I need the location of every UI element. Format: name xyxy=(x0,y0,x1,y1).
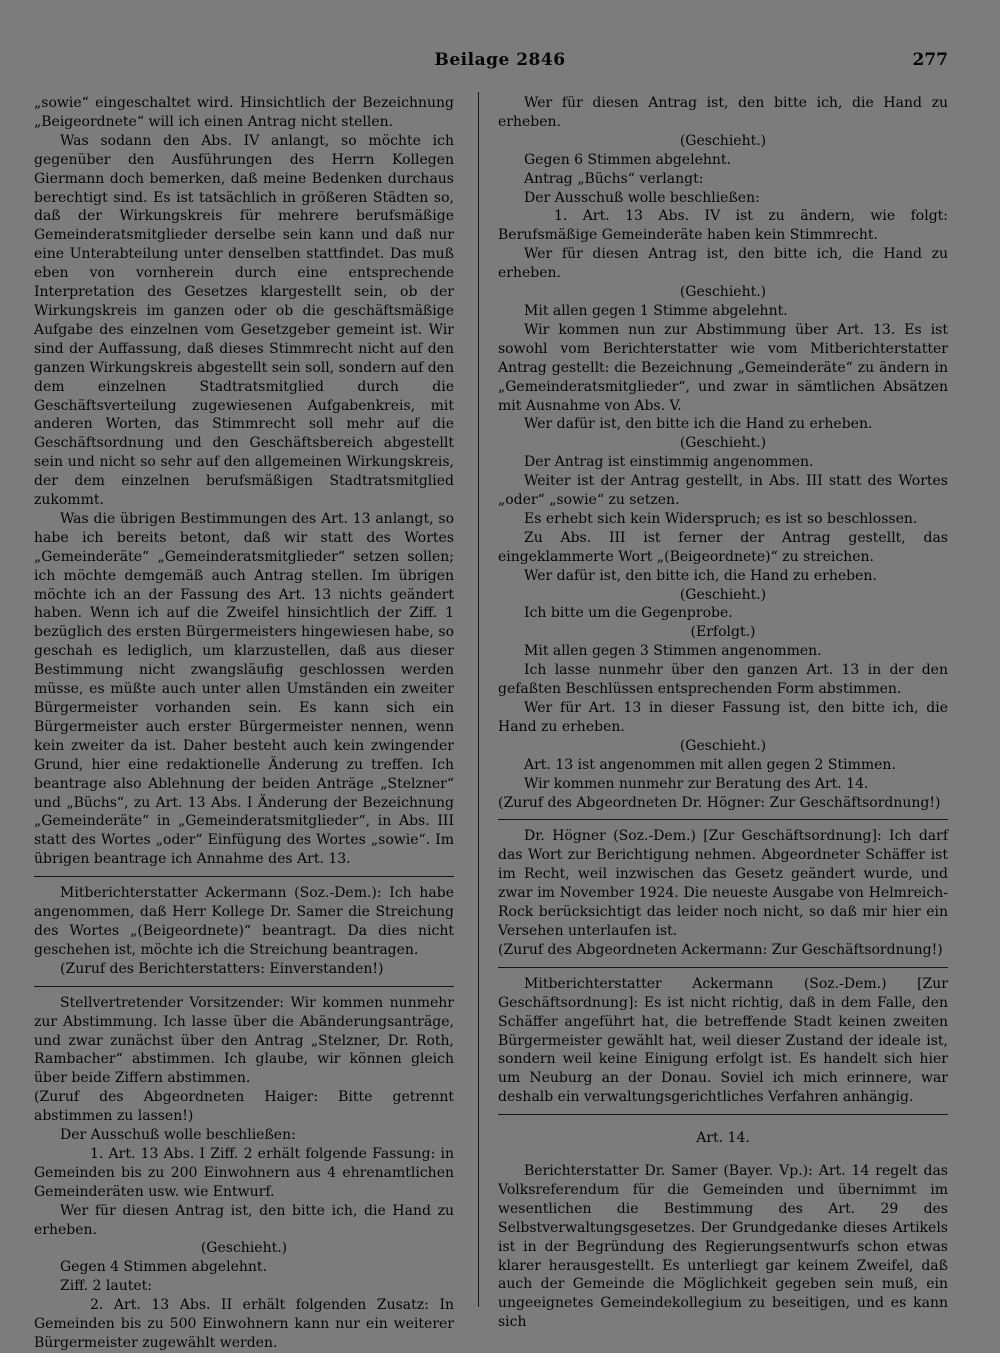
vote-result: Der Antrag ist einstimmig angenommen. xyxy=(524,454,814,471)
paragraph: Wer für diesen Antrag ist, den bitte ich, die Hand zu erheben. xyxy=(498,95,948,130)
paragraph: Was die übrigen Bestimmungen des Art. 13 anlangt, so habe ich bereits betont, daß wir statt des Wortes „Gemeinderäte“ „Gemeinderatsmitglieder“ setzen sollen; ich möchte demgemäß auch Antrag stellen. Im übrigen möchte ich an der Fassung des Art. 13 nichts geändert haben. Wenn ich auf die Zweifel hinsichtlich der Ziff. 1 bezüglich des ersten Bürgermeisters hingewiesen habe, so geschah es lediglich, um klarzustellen, daß aus dieser Bestimmung nicht zwangsläufig geschlossen werden müsse, es müßte auch unter allen Umständen ein zweiter Bürgermeister vorhanden sein. Es kann sich ein Bürgermeister auch erster Bürgermeister nennen, wenn kein zweiter da ist. Daher besteht auch kein zwingender Grund, hier eine redaktionelle Änderung zu treffen. Ich beantrage also Ablehnung der beiden Anträge „Stelzner“ und „Büchs“, zu Art. 13 Abs. I Änderung der Bezeichnung „Gemeinderäte“ in „Gemeinderatsmitglieder“, in Abs. III statt des Wortes „oder“ Einfügung des Wortes „sowie“. Im übrigen beantrage ich Annahme des Art. 13. xyxy=(34,510,454,868)
paragraph: Was sodann den Abs. IV anlangt, so möchte ich gegenüber den Ausführungen des Herrn Kollegen Giermann doch bemerken, daß meine Bedenken durchaus berechtigt sind. Es ist tatsächlich in größeren Städten so, daß der Wirkungskreis für mehrere berufsmäßige Gemeinderatsmitglieder derselbe sein kann und daß nur eine Unterabteilung unter denselben stattfindet. Das muß eben von vornherein durch eine entsprechende Interpretation des Gesetzes klargestellt sein, ob der Wirkungskreis im ganzen oder ob die geschäftsmäßige Aufgabe des einzelnen vom Gesetzgeber gemeint ist. Wir sind der Auffassung, daß dieses Stimmrecht nicht auf den ganzen Wirkungskreis abgestellt sein soll, sondern auf den dem einzelnen Stadtratsmitglied durch die Geschäftsverteilung zugewiesenen Aufgabenkreis, mit anderen Worten, das Stimmrecht soll mehr auf die Geschäftsordnung und den Geschäftsbereich abgestellt sein und nicht so sehr auf den allgemeinen Wirkungskreis, der dem einzelnen berufsmäßigen Stadtratsmitglied zukommt. xyxy=(34,132,454,509)
page-number: 277 xyxy=(912,50,948,70)
procedural-note: (Geschieht.) xyxy=(679,284,767,301)
procedural-note: (Erfolgt.) xyxy=(690,624,756,641)
paragraph: Wir kommen nunmehr zur Beratung des Art. 14. xyxy=(524,775,869,792)
speaker-paragraph: Mitberichterstatter Ackermann (Soz.-Dem.): Ich habe angenommen, daß Herr Kollege Dr. Samer die Streichung des Wortes „(Beigeordnete)“ beantragt. Da dies nicht geschehen ist, möchte ich die Streichung beantragen. xyxy=(34,885,454,958)
procedural-note: (Geschieht.) xyxy=(679,435,767,452)
motion-text: 1. Art. 13 Abs. IV ist zu ändern, wie folgt: Berufsmäßige Gemeinderäte haben kein Stimmrecht. xyxy=(498,208,948,244)
section-rule xyxy=(34,986,454,987)
interjection: (Zuruf des Abgeordneten Ackermann: Zur Geschäftsordnung!) xyxy=(498,941,943,958)
procedural-note: (Geschieht.) xyxy=(200,1240,288,1257)
paragraph: Ziff. 2 lautet: xyxy=(60,1278,153,1295)
speaker-paragraph: Dr. Högner (Soz.-Dem.) [Zur Geschäftsordnung]: Ich darf das Wort zur Berichtigung nehmen. Abgeordneter Schäffer ist im Recht, weil inzwischen das Gesetz geändert wurde, und zwar im November 1924. Die neueste Ausgabe von Helmreich-Rock berücksichtigt das leider noch nicht, so daß mir hier ein Versehen unterlaufen ist. xyxy=(498,828,948,939)
paragraph: Ich bitte um die Gegenprobe. xyxy=(524,605,733,622)
section-rule xyxy=(498,1114,948,1115)
section-rule xyxy=(498,967,948,968)
header-title: Beilage 2846 xyxy=(434,50,566,70)
paragraph: Wer für diesen Antrag ist, den bitte ich, die Hand zu erheben. xyxy=(34,1202,454,1238)
article-heading: Art. 14. xyxy=(696,1130,750,1147)
left-column xyxy=(34,94,454,1353)
paragraph: Wer für diesen Antrag ist, den bitte ich, die Hand zu erheben. xyxy=(498,246,948,282)
speaker-paragraph: Berichterstatter Dr. Samer (Bayer. Vp.): Art. 14 regelt das Volksreferendum für die Gemeinden und übernimmt im wesentlichen die Bestimmung des Art. 29 des Selbstverwaltungsgesetzes. Der Grundgedanke dieses Artikels ist in der Begründung des Regierungsentwurfs schon etwas klarer herausgestellt. Es unterliegt gar keinem Zweifel, daß auch der Gemeinde die Möglichkeit gegeben sein muß, ein ungeeignetes Gemeindekollegium zu beseitigen, und es kann sich xyxy=(498,1163,948,1331)
paragraph: Es erhebt sich kein Widerspruch; es ist so beschlossen. xyxy=(524,510,918,527)
speaker-paragraph: Mitberichterstatter Ackermann (Soz.-Dem.) [Zur Geschäftsordnung]: Es ist nicht richtig, daß in dem Falle, den Schäffer angeführt hat, die betreffende Stadt keinen zweiten Bürgermeister gewählt hat, weil dieser Zustand der ideale ist, sondern weil keine Einigung erfolgt ist. Es handelt sich hier um Neuburg an der Donau. Soviel ich mich erinnere, war deshalb ein verwaltungsgerichtliches Verfahren anhängig. xyxy=(498,975,948,1106)
paragraph: Wer dafür ist, den bitte ich die Hand zu erheben. xyxy=(524,416,873,433)
procedural-note: (Geschieht.) xyxy=(679,586,767,603)
paragraph: „sowie“ eingeschaltet wird. Hinsichtlich der Bezeichnung „Beigeordnete“ will ich einen Antrag nicht stellen. xyxy=(34,95,454,130)
motion-text: 1. Art. 13 Abs. I Ziff. 2 erhält folgende Fassung: in Gemeinden bis zu 200 Einwohnern aus 4 ehrenamtlichen Gemeinderäten usw. wie Entwurf. xyxy=(34,1145,454,1200)
vote-result: Mit allen gegen 3 Stimmen angenommen. xyxy=(524,643,822,660)
section-rule xyxy=(34,876,454,877)
paragraph: Der Ausschuß wolle beschließen: xyxy=(60,1127,296,1144)
vote-result: Gegen 6 Stimmen abgelehnt. xyxy=(524,151,731,168)
vote-result: Gegen 4 Stimmen abgelehnt. xyxy=(60,1259,267,1276)
paragraph: Wer dafür ist, den bitte ich, die Hand zu erheben. xyxy=(524,567,877,584)
paragraph: Zu Abs. III ist ferner der Antrag gestellt, das eingeklammerte Wort „(Beigeordnete)“ zu streichen. xyxy=(498,529,948,565)
paragraph: Weiter ist der Antrag gestellt, in Abs. III statt des Wortes „oder“ „sowie“ zu setzen. xyxy=(498,473,948,509)
procedural-note: (Geschieht.) xyxy=(679,132,767,149)
paragraph: Wir kommen nun zur Abstimmung über Art. 13. Es ist sowohl vom Berichterstatter wie vom Mitberichterstatter Antrag gestellt: die Bezeichnung „Gemeinderäte“ zu ändern in „Gemeinderatsmitglieder“, und zwar in sämtlichen Absätzen mit Ausnahme von Abs. V. xyxy=(498,321,948,414)
vote-result: Art. 13 ist angenommen mit allen gegen 2 Stimmen. xyxy=(524,756,896,773)
vote-result: Mit allen gegen 1 Stimme abgelehnt. xyxy=(524,302,788,319)
procedural-note: (Geschieht.) xyxy=(679,737,767,754)
interjection: (Zuruf des Berichterstatters: Einverstanden!) xyxy=(60,960,384,977)
paragraph: Ich lasse nunmehr über den ganzen Art. 13 in der den gefaßten Beschlüssen entsprechenden Form abstimmen. xyxy=(498,662,948,698)
right-column xyxy=(498,94,948,1332)
page-header xyxy=(0,50,1000,80)
speaker-paragraph: Stellvertretender Vorsitzender: Wir kommen nunmehr zur Abstimmung. Ich lasse über die Abänderungsanträge, und zwar zunächst über den Antrag „Stelzner, Dr. Roth, Rambacher“ abstimmen. Ich glaube, wir können gleich über beide Ziffern abstimmen. xyxy=(34,994,454,1087)
motion-text: 2. Art. 13 Abs. II erhält folgenden Zusatz: In Gemeinden bis zu 500 Einwohnern kann nur ein weiterer Bürgermeister zugewählt werden. xyxy=(34,1297,454,1351)
interjection: (Zuruf des Abgeordneten Dr. Högner: Zur Geschäftsordnung!) xyxy=(498,794,941,811)
paragraph: Der Ausschuß wolle beschließen: xyxy=(524,189,760,206)
paragraph: Wer für Art. 13 in dieser Fassung ist, den bitte ich, die Hand zu erheben. xyxy=(498,700,948,735)
paragraph: Antrag „Büchs“ verlangt: xyxy=(524,170,704,187)
section-rule xyxy=(498,819,948,820)
column-divider xyxy=(478,92,479,1307)
interjection: (Zuruf des Abgeordneten Haiger: Bitte getrennt abstimmen zu lassen!) xyxy=(34,1089,454,1125)
